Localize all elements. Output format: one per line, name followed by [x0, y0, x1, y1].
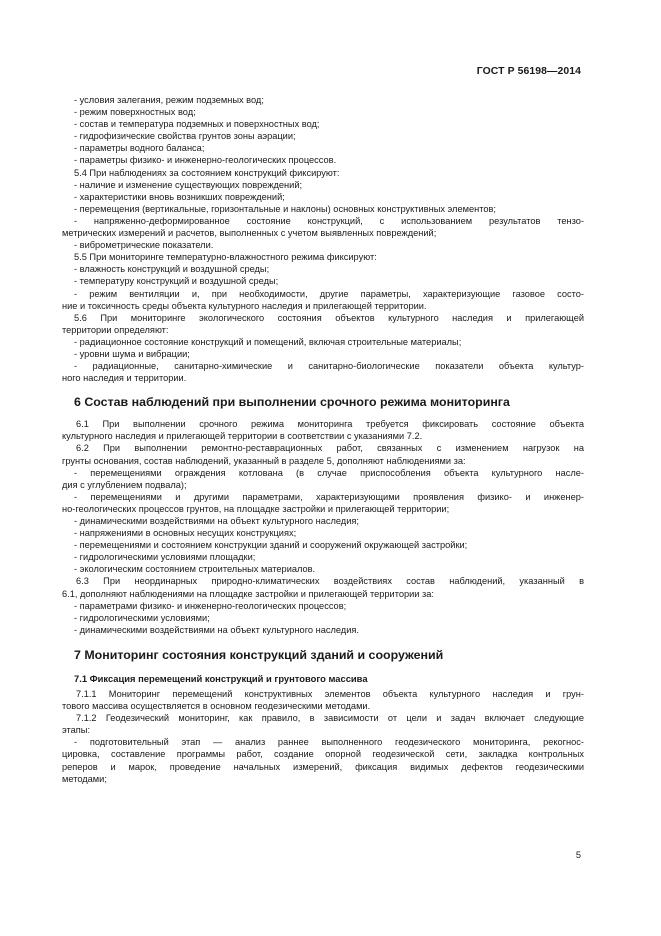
list-item: - виброметрические показатели. [74, 240, 214, 251]
paragraph-7-1-1-continuation: тового массива осуществляется в основном геодезическими методами. [62, 701, 371, 712]
list-item: - влажность конструкций и воздушной среды; [74, 264, 270, 275]
list-item: - динамическими воздействиями на объект культурного наследия. [74, 624, 359, 635]
list-item: - напряжениями в основных несущих конструкциях; [74, 528, 297, 539]
paragraph-5-4: 5.4 При наблюдениях за состоянием конструкций фиксируют: [74, 167, 340, 178]
list-item: - наличие и изменение существующих повреждений; [74, 179, 303, 190]
paragraph-7-1-1: 7.1.1 Мониторинг перемещений конструктивных элементов объекта культурного наследия и грун- [76, 688, 584, 699]
list-item: - радиационное состояние конструкций и помещений, включая строительные материалы; [74, 336, 462, 347]
list-item: - режим вентиляции и, при необходимости, другие параметры, характеризующие газовое состо- [74, 288, 584, 299]
list-item-continuation: метрических измерений и расчетов, выполненных с учетом выявленных повреждений; [62, 228, 437, 239]
list-item: - уровни шума и вибрации; [74, 348, 190, 359]
paragraph-6-2-continuation: грунты основания, состав наблюдений, указанный в разделе 5, дополняют наблюдениями за: [62, 455, 466, 466]
paragraph-6-3: 6.3 При неординарных природно-климатических воздействиях состав наблюдений, указанный в [76, 576, 584, 587]
paragraph-6-1: 6.1 При выполнении срочного режима мониторинга требуется фиксировать состояние объекта [76, 419, 584, 430]
list-item-continuation: цировка, составление программы работ, создание опорной геодезической сети, закладка контрольных [62, 749, 584, 760]
list-item: - напряженно-деформированное состояние конструкций, с использованием результатов тензо- [74, 215, 584, 226]
paragraph-7-1-2: 7.1.2 Геодезический мониторинг, как правило, в зависимости от цели и задач включает следующие [76, 713, 584, 724]
list-item: - параметрами физико- и инженерно-геологических процессов; [74, 600, 347, 611]
list-item: - гидрологическими условиями площадки; [74, 552, 256, 563]
standard-header: ГОСТ Р 56198—2014 [476, 66, 581, 77]
list-item: - режим поверхностных вод; [74, 107, 196, 118]
paragraph-5-6-continuation: территории определяют: [62, 324, 169, 335]
paragraph-6-1-continuation: культурного наследия и прилегающей территории в соответствии с указаниями 7.2. [62, 431, 423, 442]
paragraph-5-6: 5.6 При мониторинге экологического состояния объектов культурного наследия и прилегающей [74, 312, 584, 323]
list-item-continuation: но-геологических процессов грунтов, на площадке застройки и прилегающей территории; [62, 503, 450, 514]
list-item: - температуру конструкций и воздушной среды; [74, 276, 279, 287]
list-item: - состав и температура подземных и поверхностных вод; [74, 119, 320, 130]
list-item: - параметры водного баланса; [74, 143, 205, 154]
subsection-7-1-heading: 7.1 Фиксация перемещений конструкций и грунтового массива [74, 672, 368, 684]
paragraph-6-3-continuation: 6.1, дополняют наблюдениями на площадке застройки и прилегающей территории за: [62, 588, 434, 599]
list-item: - радиационные, санитарно-химические и санитарно-биологические показатели объекта культур- [74, 361, 584, 372]
list-item: - экологическим состоянием строительных материалов. [74, 564, 316, 575]
paragraph-7-1-2-continuation: этапы: [62, 725, 91, 736]
page-number: 5 [575, 850, 581, 860]
list-item-continuation: реперов и марок, проведение начальных измерений, фиксация видимых дефектов геодезическими [62, 761, 584, 772]
list-item: - гидрологическими условиями; [74, 612, 210, 623]
list-item: - перемещениями ограждения котлована (в случае приспособления объекта культурного насле- [74, 467, 584, 478]
list-item: - перемещениями и состоянием конструкции зданий и сооружений окружающей застройки; [74, 540, 468, 551]
paragraph-6-2: 6.2 При выполнении ремонтно-реставрационных работ, связанных с изменением нагрузок на [76, 443, 584, 454]
list-item: - перемещениями и другими параметрами, характеризующими проявления физико- и инженер- [74, 491, 584, 502]
section-6-heading: 6 Состав наблюдений при выполнении срочного режима мониторинга [74, 395, 510, 410]
page-body [62, 94, 584, 785]
list-item: - подготовительный этап — анализ раннее выполненного геодезического мониторинга, рекогнос- [74, 737, 584, 748]
list-item: - перемещения (вертикальные, горизонтальные и наклоны) основных конструктивных элементов; [74, 203, 496, 214]
section-7-heading: 7 Мониторинг состояния конструкций зданий и сооружений [74, 647, 444, 662]
list-item-continuation: методами; [62, 773, 107, 784]
list-item-continuation: ного наследия и территории. [62, 373, 187, 384]
list-item-continuation: ние и токсичность среды объекта культурного наследия и прилегающей территории. [62, 300, 427, 311]
list-item: - гидрофизические свойства грунтов зоны аэрации; [74, 131, 296, 142]
list-item: - характеристики вновь возникших повреждений; [74, 191, 285, 202]
list-item: - условия залегания, режим подземных вод; [74, 95, 264, 105]
list-item: - динамическими воздействиями на объект культурного наследия; [74, 516, 359, 526]
list-item: - параметры физико- и инженерно-геологических процессов. [74, 155, 337, 166]
paragraph-5-5: 5.5 При мониторинге температурно-влажностного режима фиксируют: [74, 252, 377, 263]
list-item-continuation: дия с углублением подвала); [62, 479, 187, 490]
